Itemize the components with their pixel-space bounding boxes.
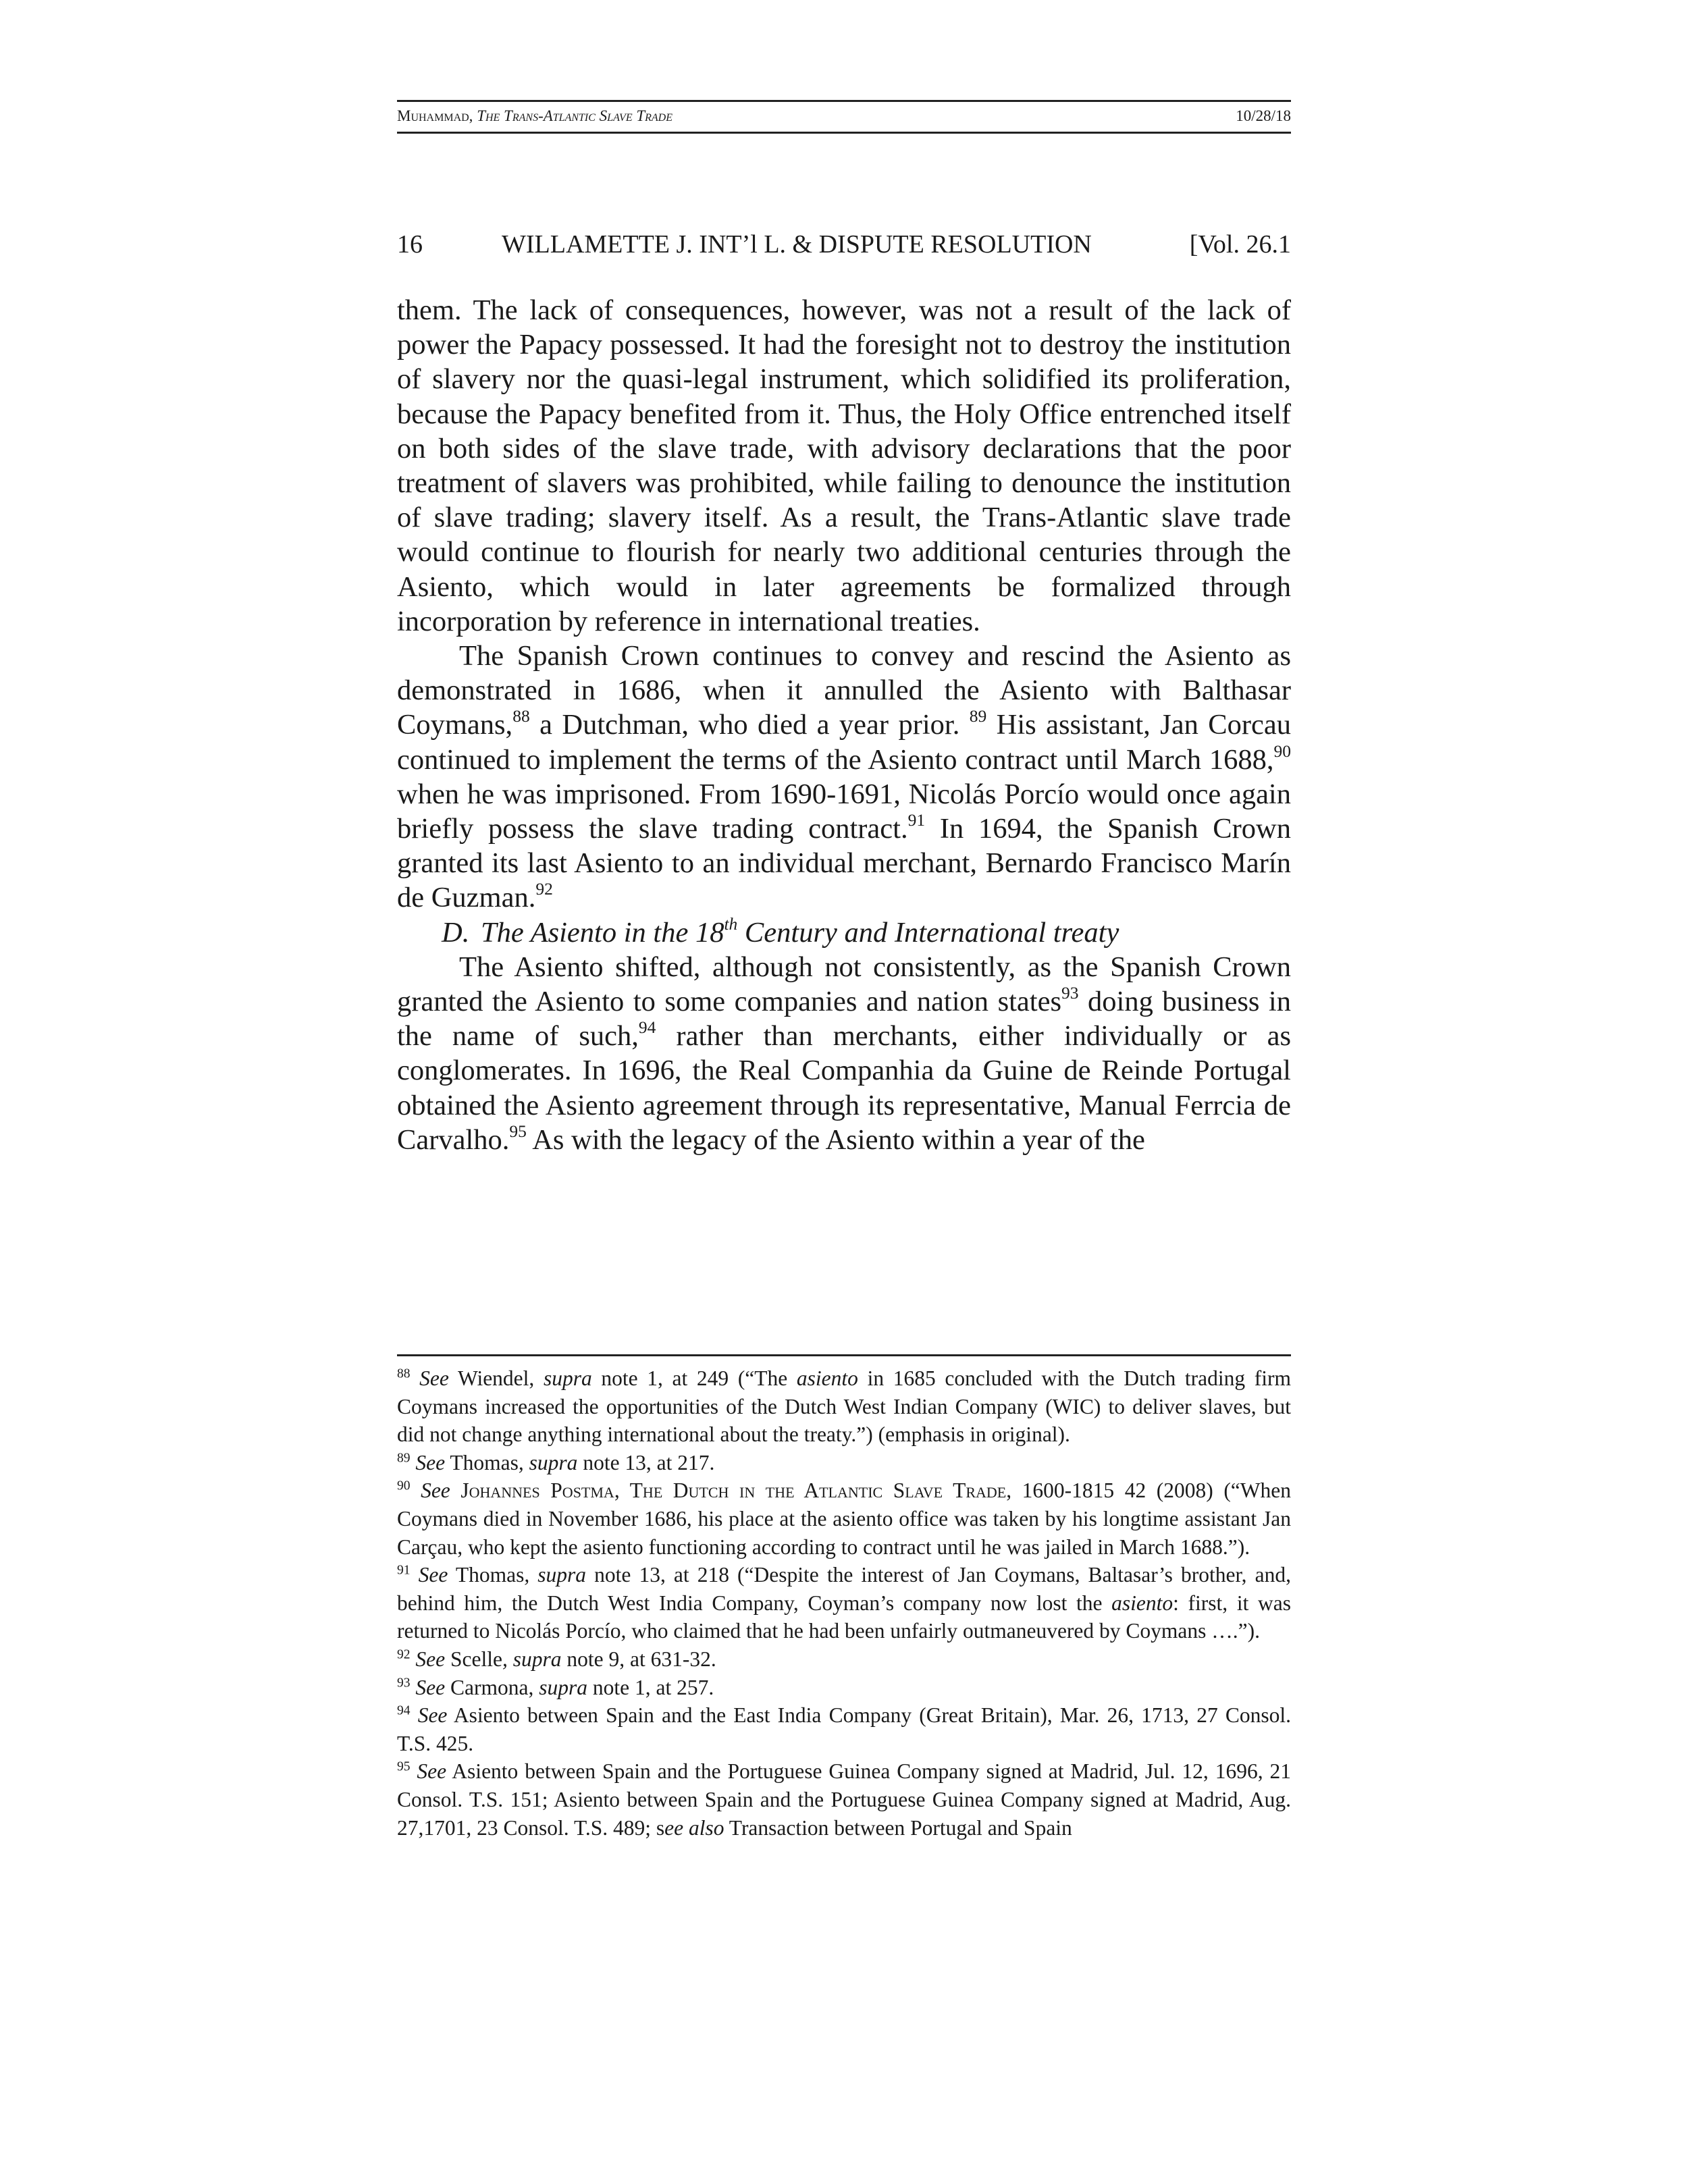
- footnote-95: $^{95}$ See Asiento between Spain and the Portuguese Guinea Company signed at Madrid, Jul. 12, 1696, 21 Consol. T.S. 151; Asiento between Spain and the Portuguese Guinea Company signed at Madrid, Aug. 27,1701, 23 Consol. T.S. 489; see also Transaction between Portugal and Spain: [397, 1759, 1291, 1840]
- footnote-divider: [397, 1354, 1291, 1356]
- paragraph: them. The lack of consequences, however, was not a result of the lack of power the Papacy possessed. It had the foresight not to destroy the institution of slavery nor the quasi-legal instrument, which solidified its proliferation, because the Papacy benefited from it. Thus, the Holy Office entrenched itself on both sides of the slave trade, with advisory declarations that the poor treatment of slavers was prohibited, while failing to denounce the institution of slave trading; slavery itself. As a result, the Trans-Atlantic slave trade would continue to flourish for nearly two additional centuries through the Asiento, which would in later agreements be formalized through incorporation by reference in international treaties.: [397, 294, 1291, 637]
- paragraph: The Asiento shifted, although not consistently, as the Spanish Crown granted the Asiento to some companies and nation states$^{93}$ doing business in the name of such,$^{94}$ rather than merchants, either individually or as conglomerates. In 1696, the Real Companhia da Guine de Reinde Portugal obtained the Asiento agreement through its representative, Manual Ferrcia de Carvalho.$^{95}$ As with the legacy of the Asiento within a year of the: [397, 951, 1291, 1156]
- running-head-left: [397, 103, 672, 129]
- footnote-88: $^{88}$ See Wiendel, supra note 1, at 249 (“The asiento in 1685 concluded with the Dutch trading firm Coymans increased the opportunities of the Dutch West Indian Company (WIC) to deliver slaves, but did not change anything international about the treaty.”) (emphasis in original).: [397, 1366, 1291, 1447]
- footnote-91: $^{91}$ See Thomas, supra note 13, at 218 (“Despite the interest of Jan Coymans, Baltasar’s brother, and, behind him, the Dutch West India Company, Coyman’s company now lost the asiento: first, it was returned to Nicolás Porcío, who claimed that he had been unfairly outmaneuvered by Coymans ….”).: [397, 1563, 1291, 1643]
- main-text: [397, 293, 1291, 1157]
- footnote-ref[interactable]: 94: [638, 1017, 656, 1038]
- footnote-89: $^{89}$ See Thomas, supra note 13, at 217.: [397, 1450, 715, 1474]
- footnote-ref[interactable]: 92: [535, 879, 553, 899]
- running-head-author: Muhammad,: [397, 107, 473, 124]
- footnote-92: $^{92}$ See Scelle, supra note 9, at 631-32.: [397, 1647, 716, 1671]
- journal-title: WILLAMETTE J. INT’l L. & DISPUTE RESOLUTION: [502, 230, 1092, 259]
- running-head-date: 10/28/18: [1236, 107, 1291, 124]
- footnote-ref[interactable]: 90: [1273, 741, 1291, 761]
- section-letter: D.: [442, 916, 470, 949]
- running-head-title: The Trans-Atlantic Slave Trade: [477, 107, 673, 124]
- footnote-ref[interactable]: 89: [969, 706, 987, 726]
- paragraph: The Spanish Crown continues to convey and rescind the Asiento as demonstrated in 1686, when it annulled the Asiento with Balthasar Coymans,$^{88}$ a Dutchman, who died a year prior. $^{89}$ His assistant, Jan Corcau continued to implement the terms of the Asiento contract until March 1688,90 when he was imprisoned. From 1690-1691, Nicolás Porcío would once again briefly possess the slave trading contract.$^{91}$ In 1694, the Spanish Crown granted its last Asiento to an individual merchant, Bernardo Francisco Marín de Guzman.$^{92}$: [397, 640, 1291, 914]
- footnote-ref[interactable]: 95: [509, 1121, 527, 1142]
- footnote-ref[interactable]: 88: [512, 706, 530, 726]
- section-heading: D. The Asiento in the 18th Century and International treaty: [397, 915, 1291, 950]
- running-head: [397, 100, 1291, 134]
- footnote-ref[interactable]: 91: [907, 810, 926, 830]
- page-number: 16: [397, 230, 423, 259]
- page: [397, 100, 1292, 1840]
- footnote-ref[interactable]: 93: [1061, 983, 1079, 1003]
- footnote-93: $^{93}$ See Carmona, supra note 1, at 257.: [397, 1675, 714, 1699]
- footnote-90: $^{90}$ See Johannes Postma, The Dutch in the Atlantic Slave Trade, 1600-1815 42 (2008) (“When Coymans died in November 1686, his place at the asiento office was taken by his longtime assistant Jan Carçau, who kept the asiento functioning according to contract until he was jailed in March 1688.”).: [397, 1479, 1292, 1559]
- footnotes: [397, 1364, 1291, 1842]
- volume-label: [Vol. 26.1: [1189, 230, 1291, 259]
- footnote-94: $^{94}$ See Asiento between Spain and the East India Company (Great Britain), Mar. 26, 1713, 27 Consol. T.S. 425.: [397, 1703, 1292, 1755]
